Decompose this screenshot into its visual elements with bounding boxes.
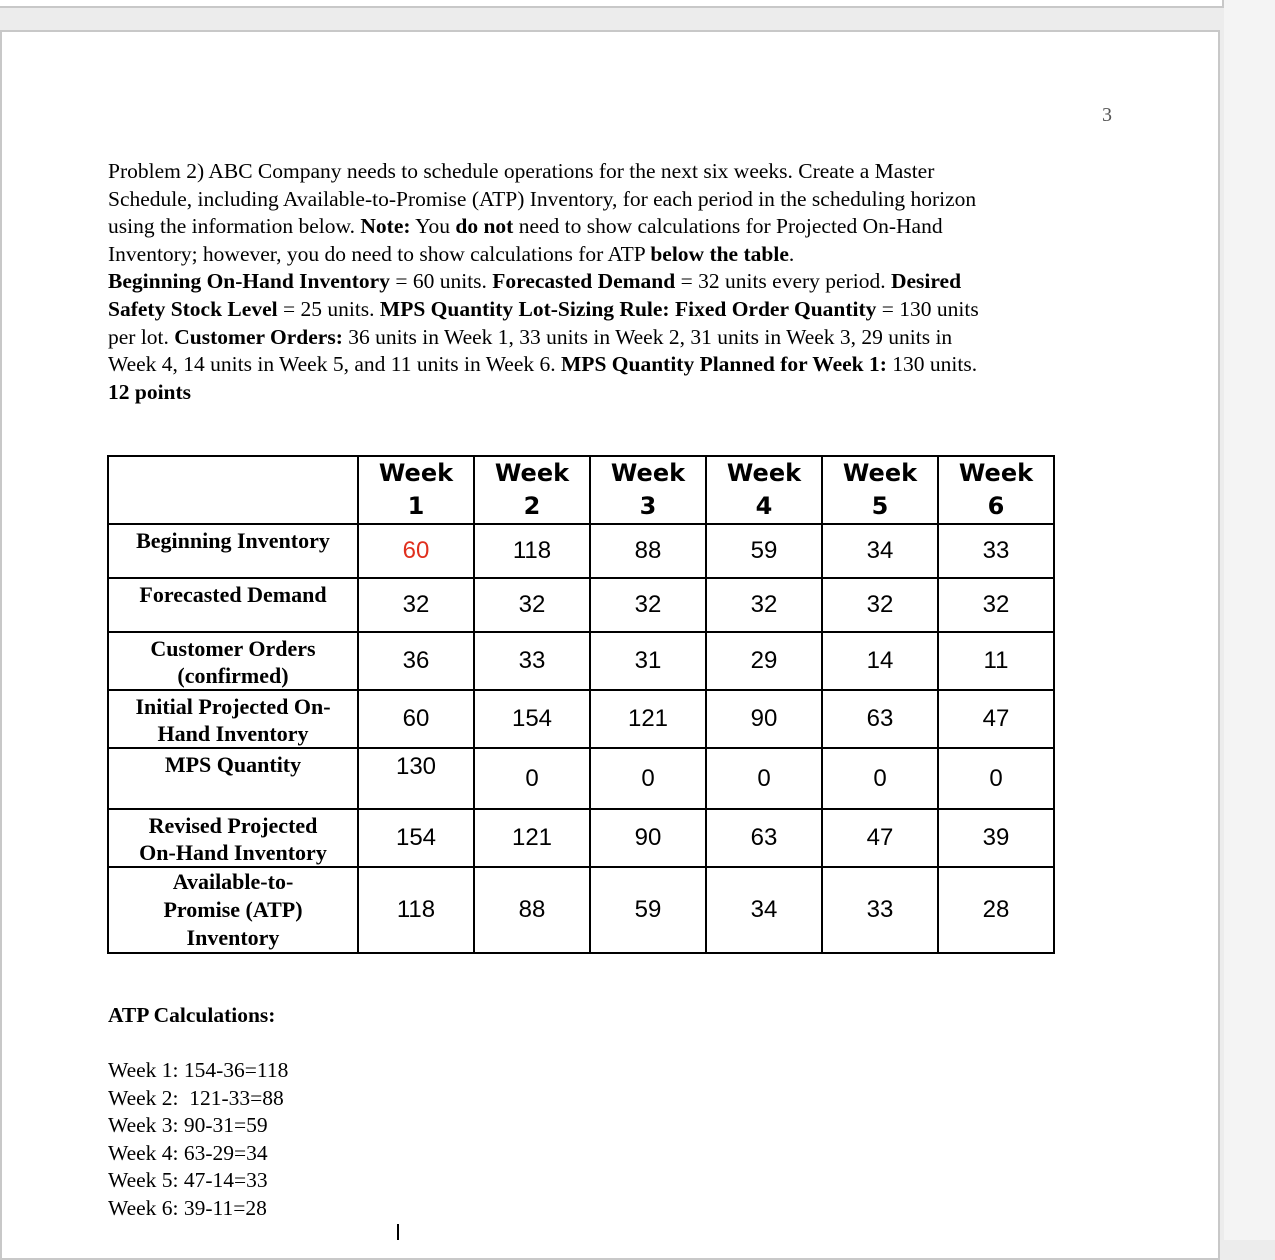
atp-line: Week 1: 154-36=118	[108, 1058, 289, 1082]
atp-line: Week 2: 121-33=88	[108, 1085, 284, 1110]
problem-line	[108, 324, 1108, 352]
text-cursor	[397, 1224, 399, 1240]
value-cell: 59	[706, 524, 822, 578]
text-segment: .	[788, 241, 795, 266]
table-row	[108, 809, 1054, 867]
value-cell: 11	[938, 632, 1054, 690]
table-row	[108, 524, 1054, 578]
table-row	[108, 690, 1054, 748]
text-segment: using the information below.	[108, 214, 361, 239]
value-cell: 34	[706, 867, 822, 953]
week-header: Week 6	[938, 456, 1054, 524]
page-number: 3	[1102, 104, 1112, 126]
value-cell: 0	[474, 748, 590, 809]
value-cell: 0	[822, 748, 938, 809]
text-segment: 12 points	[108, 379, 192, 404]
problem-line	[108, 351, 1108, 379]
previous-page-edge	[0, 0, 1224, 8]
atp-line: Week 4: 63-29=34	[108, 1140, 268, 1165]
problem-line	[108, 241, 1108, 269]
value-cell: 90	[590, 809, 706, 867]
row-label: Revised Projected On-Hand Inventory	[108, 809, 358, 867]
week-header: Week 3	[590, 456, 706, 524]
value-cell: 0	[590, 748, 706, 809]
value-cell: 118	[474, 524, 590, 578]
text-segment: Forecasted Demand	[492, 269, 676, 294]
text-segment: Customer Orders:	[174, 324, 343, 349]
value-cell: 60	[358, 524, 474, 578]
atp-line: Week 5: 47-14=33	[108, 1168, 268, 1193]
text-segment: Schedule, including Available-to-Promise (ATP) Inventory, for each period in the scheduling horizon	[108, 186, 977, 211]
week-header: Week 1	[358, 456, 474, 524]
week-header: Week 4	[706, 456, 822, 524]
value-cell: 32	[938, 578, 1054, 632]
row-label: Initial Projected On- Hand Inventory	[108, 690, 358, 748]
value-cell: 121	[590, 690, 706, 748]
value-cell: 90	[706, 690, 822, 748]
value-cell: 34	[822, 524, 938, 578]
atp-line: Week 6: 39-11=28	[108, 1195, 267, 1220]
table-row	[108, 578, 1054, 632]
atp-calculations	[108, 1057, 288, 1223]
value-cell: 32	[822, 578, 938, 632]
problem-line	[108, 268, 1108, 296]
table-row	[108, 867, 1054, 953]
value-cell: 47	[938, 690, 1054, 748]
problem-line	[108, 158, 1108, 186]
problem-statement	[108, 158, 1108, 406]
value-cell: 33	[474, 632, 590, 690]
value-cell: 60	[358, 690, 474, 748]
row-label: Forecasted Demand	[108, 578, 358, 632]
text-segment: Week 4, 14 units in Week 5, and 11 units in Week 6.	[108, 352, 562, 377]
atp-line: Week 3: 90-31=59	[108, 1113, 268, 1138]
text-segment: 130 units.	[886, 352, 978, 377]
week-header: Week 2	[474, 456, 590, 524]
text-segment: do not	[455, 214, 514, 239]
value-cell: 32	[474, 578, 590, 632]
text-segment: MPS Quantity Lot-Sizing Rule: Fixed Order Quantity	[379, 296, 877, 321]
value-cell: 88	[474, 867, 590, 953]
value-cell: 63	[822, 690, 938, 748]
value-cell: 130	[358, 748, 474, 809]
week-header: Week 5	[822, 456, 938, 524]
problem-line	[108, 213, 1108, 241]
value-cell: 32	[590, 578, 706, 632]
value-cell: 14	[822, 632, 938, 690]
text-segment: MPS Quantity Planned for Week 1:	[561, 352, 887, 377]
text-segment: need to show calculations for Projected On-Hand	[513, 214, 943, 239]
text-segment: = 130 units	[876, 296, 979, 321]
master-schedule-table	[107, 455, 1055, 954]
row-label: Available-to- Promise (ATP) Inventory	[108, 867, 358, 953]
value-cell: 118	[358, 867, 474, 953]
value-cell: 0	[706, 748, 822, 809]
value-cell: 28	[938, 867, 1054, 953]
atp-heading: ATP Calculations:	[108, 1003, 276, 1027]
corner-cell	[108, 456, 358, 524]
text-segment: per lot.	[108, 324, 175, 349]
text-segment: You	[410, 214, 456, 239]
viewer-background	[1224, 0, 1275, 1240]
value-cell: 121	[474, 809, 590, 867]
row-label: MPS Quantity	[108, 748, 358, 809]
problem-line	[108, 186, 1108, 214]
text-segment: Problem 2) ABC Company needs to schedule operations for the next six weeks. Create a Master	[108, 159, 935, 183]
text-segment: Beginning On-Hand Inventory	[108, 269, 390, 294]
problem-line	[108, 296, 1108, 324]
value-cell: 0	[938, 748, 1054, 809]
table-row	[108, 632, 1054, 690]
text-segment: Note:	[360, 214, 411, 239]
text-segment: Inventory; however, you do need to show calculations for ATP	[108, 241, 651, 266]
text-segment: Safety Stock Level	[108, 296, 278, 321]
text-segment: Desired	[890, 269, 962, 294]
value-cell: 32	[706, 578, 822, 632]
value-cell: 59	[590, 867, 706, 953]
row-label: Beginning Inventory	[108, 524, 358, 578]
value-cell: 31	[590, 632, 706, 690]
value-cell: 47	[822, 809, 938, 867]
value-cell: 39	[938, 809, 1054, 867]
value-cell: 32	[358, 578, 474, 632]
value-cell: 36	[358, 632, 474, 690]
text-segment: = 60 units.	[389, 269, 493, 294]
text-segment: below the table	[650, 241, 789, 266]
problem-line	[108, 379, 1108, 407]
text-segment: 36 units in Week 1, 33 units in Week 2, 31 units in Week 3, 29 units in	[342, 324, 953, 349]
value-cell: 154	[474, 690, 590, 748]
text-segment: = 25 units.	[277, 296, 380, 321]
value-cell: 33	[822, 867, 938, 953]
value-cell: 154	[358, 809, 474, 867]
value-cell: 63	[706, 809, 822, 867]
value-cell: 88	[590, 524, 706, 578]
value-cell: 33	[938, 524, 1054, 578]
text-segment: = 32 units every period.	[675, 269, 891, 294]
value-cell: 29	[706, 632, 822, 690]
row-label: Customer Orders (confirmed)	[108, 632, 358, 690]
table-row	[108, 748, 1054, 809]
